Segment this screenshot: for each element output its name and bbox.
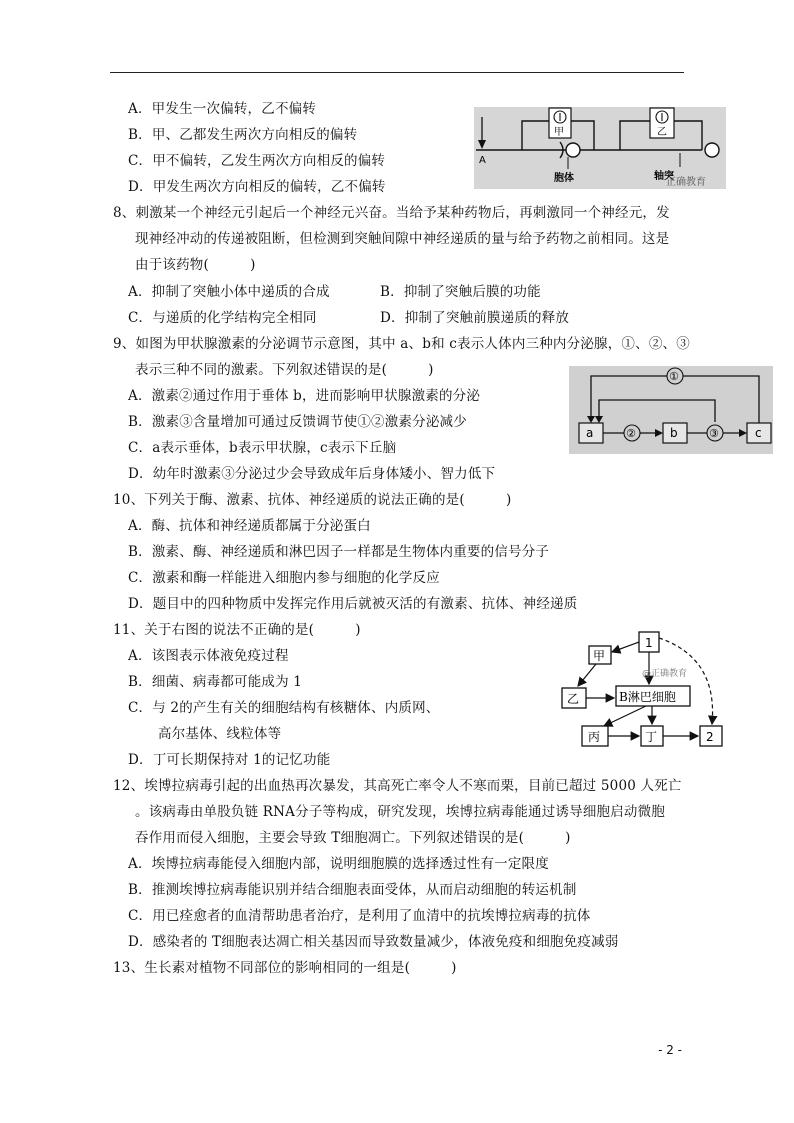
q8-option-d: D．抑制了突触前膜递质的释放 [380, 310, 570, 326]
q8-stem-line-3: 由于该药物( ) [135, 257, 256, 273]
q7-label-a: A [479, 155, 486, 166]
q11-option-a: A．该图表示体液免疫过程 [128, 648, 289, 664]
q13-stem: 13、生长素对植物不同部位的影响相同的一组是( ) [113, 960, 457, 976]
q11-node-b: B淋巴细胞 [619, 690, 676, 704]
q11-option-c-cont: 高尔基体、线粒体等 [158, 726, 282, 742]
q8-stem-line-2: 现神经冲动的传递被阻断，但检测到突触间隙中神经递质的量与给予药物之前相同。这是 [135, 231, 670, 247]
q9-option-c: C．a表示垂体，b表示甲状腺，c表示下丘脑 [128, 440, 397, 456]
q9-option-d: D．幼年时激素③分泌过少会导致成年后身体矮小、智力低下 [128, 466, 496, 482]
q7-option-c: C．甲不偏转，乙发生两次方向相反的偏转 [128, 153, 386, 169]
q11-node-1: 1 [645, 636, 653, 650]
q7-option-a: A．甲发生一次偏转，乙不偏转 [128, 101, 317, 117]
q7-label-axon: 轴突 [654, 171, 674, 182]
q11-node-ding: 丁 [645, 730, 658, 744]
q10-stem: 10、下列关于酶、激素、抗体、神经递质的说法正确的是( ) [113, 492, 512, 508]
q10-option-a: A．酶、抗体和神经递质都属于分泌蛋白 [128, 518, 371, 534]
q11-option-b: B．细菌、病毒都可能成为 1 [128, 674, 303, 690]
q9-node-a: a [586, 426, 594, 440]
q12-option-d: D．感染者的 T细胞表达凋亡相关基因而导致数量减少，体液免疫和细胞免疫减弱 [128, 934, 619, 950]
q11-option-d: D．丁可长期保持对 1的记忆功能 [128, 752, 331, 768]
q11-node-2: 2 [706, 730, 714, 744]
q9-stem-line-2: 表示三种不同的激素。下列叙述错误的是( ) [135, 362, 434, 378]
q11-option-c: C．与 2的产生有关的细胞结构有核糖体、内质网、 [128, 700, 440, 716]
q9-node-c: c [755, 426, 762, 440]
page-number: - 2 - [658, 1043, 682, 1057]
q8-option-c: C．与递质的化学结构完全相同 [128, 310, 317, 326]
q10-option-d: D．题目中的四种物质中发挥完作用后就被灭活的有激素、抗体、神经递质 [128, 596, 578, 612]
q9-stem-line-1: 9、如图为甲状腺激素的分泌调节示意图，其中 a、b和 c表示人体内三种内分泌腺，①、②、③ [113, 336, 690, 352]
q11-node-bing: 丙 [588, 730, 601, 744]
q10-option-c: C．激素和酶一样能进入细胞内参与细胞的化学反应 [128, 570, 440, 586]
q9-node-b: b [670, 426, 678, 440]
q9-label-h1: ① [669, 370, 679, 383]
q9-thyroid-figure [569, 366, 773, 454]
q7-option-d: D．甲发生两次方向相反的偏转，乙不偏转 [128, 179, 386, 195]
q7-label-body: 胞体 [554, 173, 574, 184]
q8-option-a: A．抑制了突触小体中递质的合成 [128, 284, 330, 300]
q7-watermark: 正确教育 [666, 177, 706, 188]
q9-label-h2: ② [626, 427, 636, 440]
q11-node-yi: 乙 [567, 692, 580, 706]
q12-stem-line-1: 12、埃博拉病毒引起的出血热再次暴发，其高死亡率令人不寒而栗，目前已超过 5000 人死亡 [113, 778, 682, 794]
q9-option-a: A．激素②通过作用于垂体 b，进而影响甲状腺激素的分泌 [128, 388, 481, 404]
q12-stem-line-2: 。该病毒由单股负链 RNA分子等构成，研究发现，埃博拉病毒能通过诱导细胞启动微胞 [135, 804, 666, 820]
q8-option-b: B．抑制了突触后膜的功能 [380, 284, 541, 300]
q11-node-jia: 甲 [593, 649, 606, 663]
q7-option-b: B．甲、乙都发生两次方向相反的偏转 [128, 127, 358, 143]
q12-stem-line-3: 吞作用而侵入细胞，主要会导致 T细胞凋亡。下列叙述错误的是( ) [135, 830, 571, 846]
q8-stem-line-1: 8、刺激某一个神经元引起后一个神经元兴奋。当给予某种药物后，再刺激同一个神经元，发 [113, 205, 670, 221]
q9-option-b: B．激素③含量增加可通过反馈调节使①②激素分泌减少 [128, 414, 467, 430]
q11-immune-figure [558, 628, 730, 750]
q12-option-a: A．埃博拉病毒能侵入细胞内部，说明细胞膜的选择透过性有一定限度 [128, 856, 549, 872]
header-rule [110, 72, 684, 73]
q7-neuron-figure [474, 107, 726, 189]
q11-stem: 11、关于右图的说法不正确的是( ) [113, 622, 361, 638]
q7-label-yi: 乙 [657, 127, 667, 138]
q7-label-jia: 甲 [554, 127, 564, 138]
q12-option-b: B．推测埃博拉病毒能识别并结合细胞表面受体，从而启动细胞的转运机制 [128, 882, 577, 898]
q12-option-c: C．用已痊愈者的血清帮助患者治疗，是利用了血清中的抗埃博拉病毒的抗体 [128, 908, 591, 924]
q10-option-b: B．激素、酶、神经递质和淋巴因子一样都是生物体内重要的信号分子 [128, 544, 550, 560]
q11-watermark: @正确教育 [642, 669, 688, 679]
q9-label-h3: ③ [709, 427, 719, 440]
